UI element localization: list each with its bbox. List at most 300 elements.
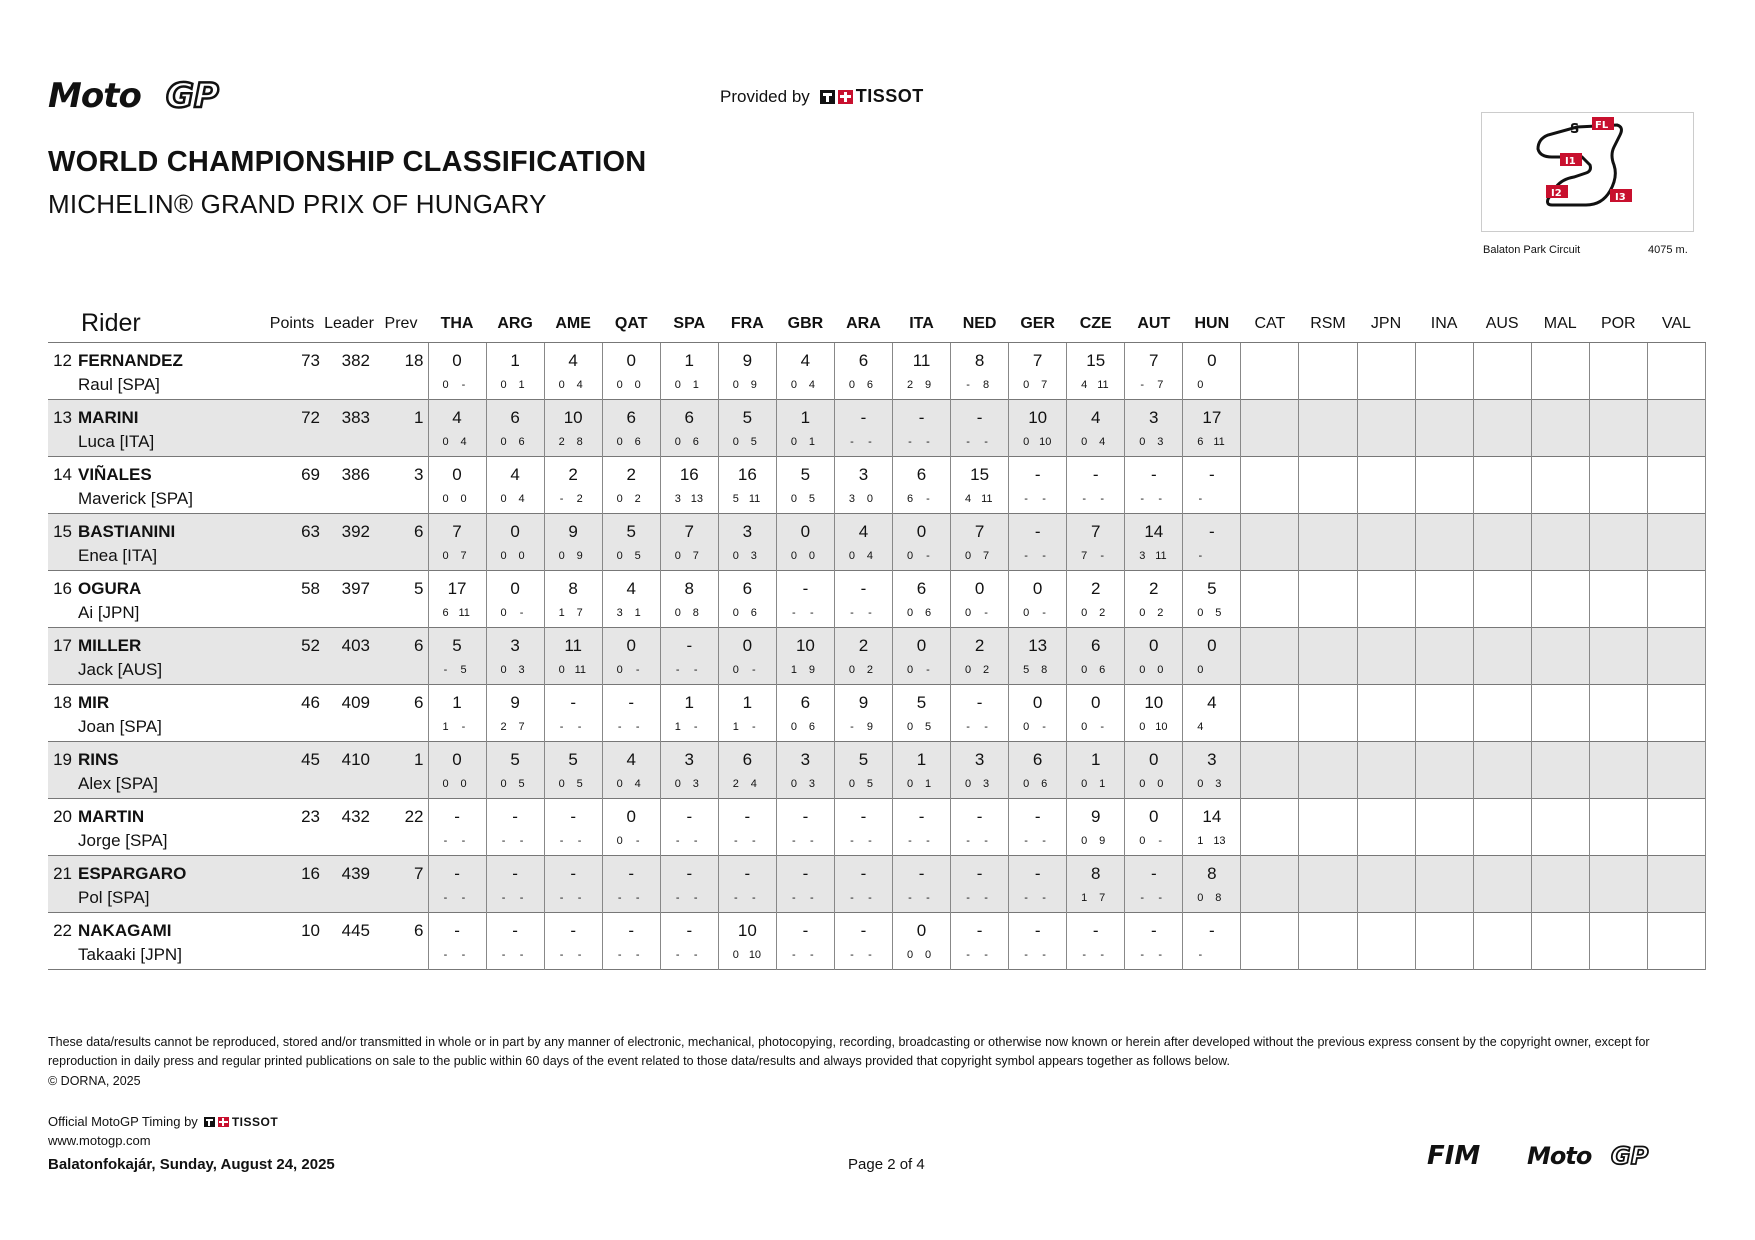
sprint-points: - — [501, 834, 506, 847]
event-points-breakdown — [1125, 493, 1182, 505]
sprint-points: - — [966, 720, 970, 733]
race-points: - — [693, 834, 698, 847]
race-points: - — [577, 948, 582, 961]
sprint-points: 0 — [1023, 777, 1030, 790]
event-empty-cell — [1473, 513, 1531, 570]
sprint-points: 0 — [790, 777, 797, 790]
event-result-cell — [1125, 798, 1183, 855]
race-points: 1 — [1099, 777, 1106, 790]
event-points-breakdown — [777, 835, 834, 847]
event-points-breakdown — [429, 550, 486, 562]
event-total-points: 0 — [452, 749, 462, 769]
event-total-points: 7 — [974, 521, 985, 541]
event-result-cell — [834, 684, 892, 741]
event-result-cell — [428, 627, 486, 684]
race-points: 10 — [1155, 720, 1168, 733]
race-points: 11 — [1213, 435, 1225, 448]
event-points-breakdown — [951, 949, 1008, 961]
event-points-breakdown — [951, 436, 1008, 448]
sprint-points: 2 — [558, 435, 565, 448]
rider-gap-prev: 5 — [414, 578, 424, 598]
event-result-cell — [486, 399, 544, 456]
event-points-breakdown — [1067, 379, 1124, 391]
event-total-points: 1 — [742, 692, 753, 712]
sprint-points: 0 — [616, 549, 623, 562]
race-points: 0 — [460, 492, 467, 505]
event-points-breakdown — [1009, 379, 1066, 391]
event-empty-cell — [1241, 855, 1299, 912]
rider-surname: NAKAGAMI — [78, 920, 172, 940]
race-points: 7 — [1041, 378, 1048, 391]
event-result-cell — [428, 855, 486, 912]
sprint-points: - — [675, 891, 680, 904]
race-points: - — [461, 891, 466, 904]
rider-points: 69 — [301, 464, 320, 484]
rider-gap-leader: 383 — [341, 407, 370, 427]
event-result-cell — [486, 456, 544, 513]
event-points-breakdown — [545, 607, 602, 619]
event-points-breakdown — [429, 379, 486, 391]
race-points: 9 — [1099, 834, 1106, 847]
sprint-points: - — [443, 891, 448, 904]
event-total-points: 0 — [626, 350, 636, 370]
rider-name-cell — [78, 399, 260, 456]
race-points: 4 — [460, 435, 467, 448]
event-points-breakdown — [1009, 550, 1066, 562]
event-points-breakdown — [777, 664, 834, 676]
rider-points: 63 — [301, 521, 320, 541]
race-points: 3 — [750, 549, 757, 562]
event-empty-cell — [1415, 570, 1473, 627]
event-points-breakdown — [661, 607, 718, 619]
event-total-points: 7 — [684, 521, 695, 541]
event-result-cell — [1125, 912, 1183, 969]
event-total-points: 0 — [974, 578, 985, 598]
event-points-breakdown — [603, 436, 660, 448]
event-result-cell — [1125, 456, 1183, 513]
sprint-points: - — [443, 663, 448, 676]
event-points-breakdown — [1009, 607, 1066, 619]
disclaimer: These data/results cannot be reproduced, stored and/or transmitted in whole or in part by any manner of electronic, mechanical, photocopying, recording, broadcasting or otherwise now known or herein after developed without the previous express consent by the copyright owner, except for reproduction in daily press and regular printed publications on sale to the public within 60 days of the event related to those data/results and always provided that copyright symbol appears together as follows below. — [48, 1035, 1650, 1068]
event-result-cell — [951, 627, 1009, 684]
event-points-breakdown — [835, 436, 892, 448]
rider-surname: VIÑALES — [78, 464, 152, 484]
sprint-points: 1 — [790, 663, 797, 676]
rider-gap-leader: 409 — [341, 692, 370, 712]
sprint-points: 2 — [732, 777, 739, 790]
rider-firstname-nation: Luca [ITA] — [78, 431, 155, 451]
sprint-points: - — [617, 720, 622, 733]
event-total-points: 4 — [510, 464, 520, 484]
event-points-breakdown — [661, 778, 718, 790]
event-result-cell — [1183, 912, 1241, 969]
race-points: - — [751, 891, 756, 904]
event-total-points: - — [860, 407, 867, 427]
table-row — [48, 456, 1706, 513]
event-result-cell — [1125, 741, 1183, 798]
col-prev: Prev — [374, 306, 428, 342]
event-empty-cell — [1241, 741, 1299, 798]
event-points-breakdown — [603, 835, 660, 847]
event-result-cell — [660, 798, 718, 855]
event-points-breakdown — [719, 493, 776, 505]
sprint-points: 0 — [790, 435, 797, 448]
event-total-points: 2 — [974, 635, 985, 655]
race-points: 2 — [983, 663, 990, 676]
event-total-points: - — [1150, 863, 1157, 883]
event-total-points: 0 — [1149, 749, 1159, 769]
sprint-points: - — [1024, 834, 1028, 847]
event-points-breakdown — [1009, 493, 1066, 505]
event-result-cell — [718, 912, 776, 969]
sprint-points: 4 — [1081, 378, 1088, 391]
event-points-breakdown — [429, 607, 486, 619]
event-points-breakdown — [1009, 436, 1066, 448]
event-result-cell — [428, 684, 486, 741]
svg-text:S: S — [1570, 122, 1580, 137]
event-result-cell — [660, 570, 718, 627]
event-total-points: 8 — [568, 578, 578, 598]
event-result-cell — [951, 399, 1009, 456]
event-points-breakdown — [777, 436, 834, 448]
event-total-points: 4 — [452, 407, 462, 427]
event-total-points: 5 — [1207, 578, 1217, 598]
rider-firstname-nation: Takaaki [JPN] — [78, 944, 182, 964]
race-points — [1213, 664, 1223, 676]
race-points: - — [868, 606, 872, 619]
event-points-breakdown — [487, 493, 544, 505]
event-total-points: 15 — [970, 464, 990, 484]
race-points: 7 — [692, 549, 699, 562]
event-points-breakdown — [429, 949, 486, 961]
race-points: 6 — [634, 435, 641, 448]
sprint-points: - — [559, 720, 564, 733]
event-points-breakdown — [835, 892, 892, 904]
event-result-cell — [1009, 627, 1067, 684]
race-points: - — [810, 834, 814, 847]
sprint-points: 0 — [1139, 777, 1146, 790]
event-points-breakdown — [661, 436, 718, 448]
event-result-cell — [718, 741, 776, 798]
sprint-points: 0 — [1197, 663, 1204, 676]
event-result-cell — [544, 741, 602, 798]
event-points-breakdown — [545, 949, 602, 961]
event-result-cell — [776, 627, 834, 684]
race-points: 6 — [924, 606, 932, 619]
svg-text:I2: I2 — [1551, 188, 1562, 199]
sprint-points: 0 — [965, 663, 972, 676]
event-result-cell — [1067, 912, 1125, 969]
event-points-breakdown — [893, 778, 950, 790]
rider-surname: ESPARGARO — [78, 863, 187, 883]
sprint-points: 0 — [674, 378, 681, 391]
event-total-points: 6 — [1090, 635, 1101, 655]
event-total-points: 0 — [626, 635, 636, 655]
event-empty-cell — [1647, 570, 1705, 627]
event-empty-cell — [1415, 912, 1473, 969]
event-total-points: - — [570, 863, 576, 883]
race-points — [1213, 721, 1223, 733]
event-total-points: 0 — [916, 920, 927, 940]
col-event: AUT — [1125, 306, 1183, 342]
rider-surname: OGURA — [78, 578, 142, 598]
race-points: - — [461, 378, 466, 391]
event-points-breakdown — [1183, 493, 1240, 505]
event-total-points: - — [860, 863, 867, 883]
event-empty-cell — [1415, 342, 1473, 399]
event-result-cell — [1009, 570, 1067, 627]
sprint-points: - — [1198, 492, 1203, 505]
event-total-points: 6 — [742, 749, 753, 769]
race-points: 1 — [518, 378, 525, 391]
race-points: - — [635, 891, 640, 904]
event-points-breakdown — [603, 550, 660, 562]
event-result-cell — [660, 342, 718, 399]
rider-points: 16 — [301, 863, 320, 883]
race-points: - — [693, 891, 698, 904]
event-points-breakdown — [719, 835, 776, 847]
event-total-points: 0 — [510, 521, 520, 541]
event-total-points: 9 — [858, 692, 869, 712]
race-points: - — [1042, 720, 1046, 733]
event-points-breakdown — [487, 550, 544, 562]
event-result-cell — [951, 570, 1009, 627]
event-total-points: - — [976, 407, 983, 427]
classification-body — [48, 342, 1706, 969]
event-total-points: 4 — [626, 578, 636, 598]
race-points: 5 — [460, 663, 467, 676]
sprint-points: 0 — [500, 606, 507, 619]
col-event: VAL — [1647, 306, 1705, 342]
event-points-breakdown — [835, 550, 892, 562]
sprint-points: 0 — [1023, 720, 1030, 733]
race-points: 0 — [634, 378, 641, 391]
event-points-breakdown — [1009, 721, 1066, 733]
event-empty-cell — [1647, 741, 1705, 798]
sprint-points: 0 — [1139, 720, 1146, 733]
event-result-cell — [602, 342, 660, 399]
event-total-points: - — [454, 806, 460, 826]
event-total-points: 4 — [800, 350, 811, 370]
race-points: - — [519, 948, 524, 961]
event-total-points: - — [1092, 920, 1099, 940]
event-result-cell — [428, 570, 486, 627]
sprint-points: 1 — [732, 720, 739, 733]
race-points: 13 — [1213, 834, 1226, 847]
race-points: 4 — [866, 549, 873, 562]
event-total-points: - — [570, 806, 576, 826]
event-empty-cell — [1647, 798, 1705, 855]
rider-gap-prev: 6 — [414, 692, 424, 712]
col-event: FRA — [718, 306, 776, 342]
event-result-cell — [893, 912, 951, 969]
event-result-cell — [1009, 798, 1067, 855]
event-result-cell — [1009, 684, 1067, 741]
event-points-breakdown — [777, 550, 834, 562]
event-total-points: - — [512, 920, 518, 940]
col-rider: Rider — [48, 306, 260, 342]
race-points: - — [577, 720, 582, 733]
svg-text:FIM: FIM — [1427, 1141, 1481, 1170]
sprint-points: - — [501, 948, 506, 961]
race-points — [1213, 379, 1223, 391]
sprint-points: 4 — [965, 492, 972, 505]
event-empty-cell — [1241, 342, 1299, 399]
event-total-points: 5 — [800, 464, 811, 484]
event-result-cell — [893, 855, 951, 912]
event-result-cell — [428, 798, 486, 855]
sprint-points: 0 — [732, 948, 739, 961]
event-total-points: - — [454, 920, 460, 940]
sprint-points: 0 — [674, 549, 681, 562]
rider-points: 58 — [301, 578, 320, 598]
race-points: - — [926, 549, 930, 562]
event-points-breakdown — [545, 835, 602, 847]
event-points-breakdown — [1183, 892, 1240, 904]
event-total-points: 3 — [1149, 407, 1159, 427]
sprint-points: 0 — [558, 549, 565, 562]
event-points-breakdown — [951, 892, 1008, 904]
col-event: ARG — [486, 306, 544, 342]
rider-position: 16 — [53, 578, 72, 598]
event-result-cell — [718, 798, 776, 855]
sprint-points: - — [733, 834, 738, 847]
race-points: 2 — [1099, 606, 1106, 619]
event-empty-cell — [1473, 342, 1531, 399]
col-leader: Leader — [324, 306, 374, 342]
event-points-breakdown — [487, 664, 544, 676]
swiss-cross-icon — [838, 90, 853, 104]
event-points-breakdown — [951, 607, 1008, 619]
event-points-breakdown — [1183, 379, 1240, 391]
event-result-cell — [428, 741, 486, 798]
event-total-points: 2 — [858, 635, 869, 655]
sprint-points: 0 — [558, 663, 565, 676]
table-row — [48, 627, 1706, 684]
sprint-points: - — [850, 948, 854, 961]
race-points: - — [1042, 492, 1046, 505]
sprint-points: - — [501, 891, 506, 904]
sprint-points: - — [966, 834, 970, 847]
race-points: - — [519, 891, 524, 904]
race-points: 8 — [983, 378, 990, 391]
event-result-cell — [602, 684, 660, 741]
event-total-points: 7 — [452, 521, 462, 541]
event-result-cell — [660, 912, 718, 969]
event-result-cell — [428, 399, 486, 456]
event-total-points: 10 — [737, 920, 757, 940]
event-total-points: 8 — [684, 578, 695, 598]
event-result-cell — [660, 627, 718, 684]
sprint-points: - — [617, 891, 622, 904]
col-event: ARA — [834, 306, 892, 342]
race-points: 5 — [808, 492, 815, 505]
event-total-points: 1 — [1090, 749, 1101, 769]
event-empty-cell — [1241, 627, 1299, 684]
event-empty-cell — [1589, 912, 1647, 969]
event-total-points: - — [1150, 920, 1157, 940]
event-points-breakdown — [1183, 550, 1240, 562]
event-result-cell — [1125, 627, 1183, 684]
sprint-points: - — [792, 606, 796, 619]
table-row — [48, 684, 1706, 741]
event-empty-cell — [1299, 798, 1357, 855]
sprint-points: 0 — [732, 435, 739, 448]
race-points: 0 — [924, 948, 932, 961]
sprint-points: 0 — [558, 378, 565, 391]
sprint-points: 6 — [442, 606, 449, 619]
event-total-points: 13 — [1028, 635, 1048, 655]
sprint-points: - — [966, 435, 970, 448]
sprint-points: 1 — [1197, 834, 1204, 847]
race-points: - — [926, 663, 930, 676]
circuit-name: Balaton Park Circuit — [1483, 244, 1581, 256]
rider-firstname-nation: Raul [SPA] — [78, 374, 160, 394]
race-points: - — [1100, 549, 1105, 562]
sprint-points: 1 — [442, 720, 449, 733]
sprint-points: 0 — [848, 549, 855, 562]
race-points: 13 — [690, 492, 703, 505]
event-total-points: 3 — [742, 521, 753, 541]
event-points-breakdown — [1067, 493, 1124, 505]
rider-name-cell — [78, 570, 260, 627]
event-result-cell — [776, 798, 834, 855]
event-points-breakdown — [1067, 550, 1124, 562]
event-points-breakdown — [661, 949, 718, 961]
event-result-cell — [893, 513, 951, 570]
event-points-breakdown — [1125, 778, 1182, 790]
event-points-breakdown — [1125, 436, 1182, 448]
event-empty-cell — [1647, 912, 1705, 969]
event-total-points: 9 — [510, 692, 520, 712]
event-empty-cell — [1589, 627, 1647, 684]
event-points-breakdown — [777, 892, 834, 904]
event-result-cell — [1067, 627, 1125, 684]
event-total-points: 5 — [510, 749, 520, 769]
event-total-points: - — [1034, 863, 1041, 883]
sprint-points: 0 — [674, 606, 681, 619]
rider-gap-leader: 392 — [341, 521, 370, 541]
event-points-breakdown — [1009, 835, 1066, 847]
event-points-breakdown — [777, 379, 834, 391]
event-empty-cell — [1531, 855, 1589, 912]
event-total-points: 7 — [1149, 350, 1159, 370]
event-empty-cell — [1241, 798, 1299, 855]
race-points: - — [926, 834, 930, 847]
table-header-row — [48, 306, 1706, 342]
event-result-cell — [718, 684, 776, 741]
event-result-cell — [718, 627, 776, 684]
event-total-points: 6 — [1032, 749, 1043, 769]
event-total-points: - — [976, 863, 983, 883]
event-points-breakdown — [661, 493, 718, 505]
race-points: 8 — [1215, 891, 1222, 904]
event-points-breakdown — [1125, 607, 1182, 619]
rider-name-cell — [78, 798, 260, 855]
rider-surname: MILLER — [78, 635, 142, 655]
website-link[interactable]: www.motogp.com — [48, 1133, 151, 1148]
event-points-breakdown — [835, 778, 892, 790]
race-points: - — [984, 834, 988, 847]
event-points-breakdown — [951, 493, 1008, 505]
race-points: 8 — [576, 435, 583, 448]
event-total-points: - — [686, 806, 693, 826]
event-total-points: 8 — [1207, 863, 1217, 883]
event-points-breakdown — [835, 949, 892, 961]
event-points-breakdown — [1125, 664, 1182, 676]
event-points-breakdown — [487, 949, 544, 961]
sprint-points: 0 — [500, 378, 507, 391]
